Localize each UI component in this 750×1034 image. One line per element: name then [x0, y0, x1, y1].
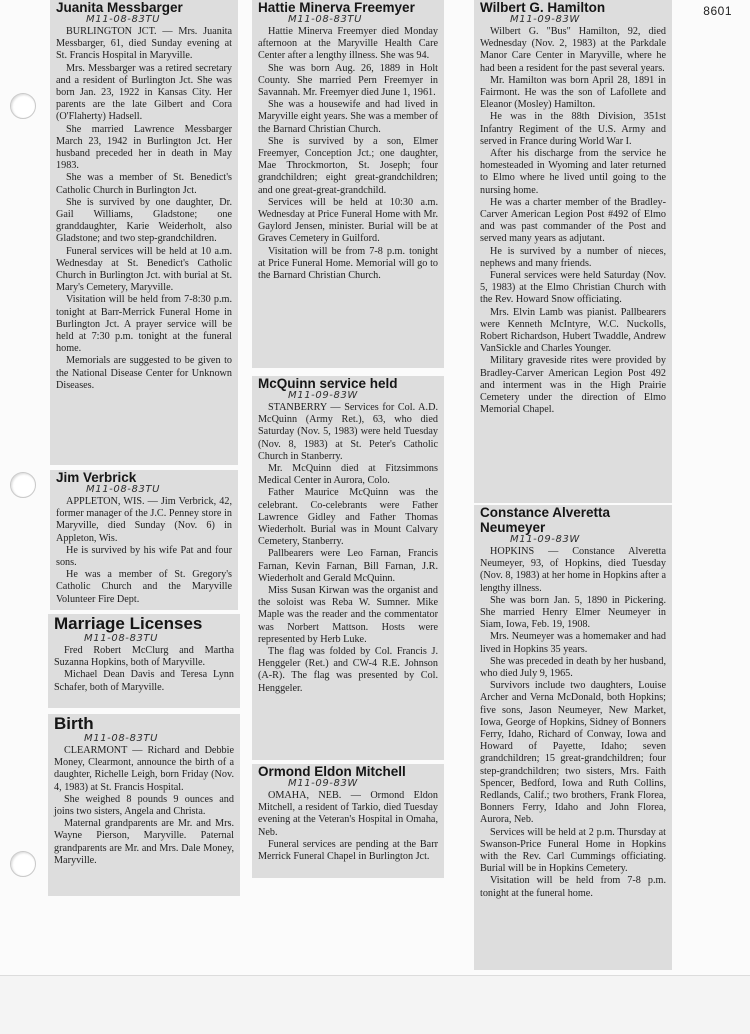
clip-paragraph: She is survived by a son, Elmer Freemyer, Conception Jct.; one daughter, Mae Throckmorton, St. Joseph; four grandchildren; eight great-grandchildren; and one great-great-grandchild. — [258, 135, 438, 196]
clip-headline: Ormond Eldon Mitchell — [258, 764, 406, 779]
clip-paragraph: Miss Susan Kirwan was the organist and the soloist was Reba W. Sumner. Mike Maple was the reader and the commentator was Norbert Mattson. Hosts were represented by Herb Luke. — [258, 585, 438, 645]
clip-paragraph: Pallbearers were Leo Farnan, Francis Farnan, Kevin Farnan, Bill Farnan, J.R. Wiederholt and Gerald McQuinn. — [258, 548, 438, 584]
clip-paragraph: BURLINGTON JCT. — Mrs. Juanita Messbarger, 61, died Sunday evening at St. Francis Hospital in Maryville. — [56, 26, 232, 62]
handwritten-date-note: M11-08-83TU — [84, 733, 159, 744]
clip-paragraph: Services will be held at 10:30 a.m. Wednesday at Price Funeral Home with Mr. Gaylord Jensen, minister. Burial will be at Graves Cemetery in Guilford. — [258, 196, 438, 245]
handwritten-date-note: M11-09-83W — [510, 14, 580, 25]
clip-paragraph: She married Lawrence Messbarger March 23, 1942 in Burlington Jct. Her husband preceded her in death in May 1983. — [56, 123, 232, 172]
clip-headline: Wilbert G. Hamilton — [480, 0, 606, 15]
clip-paragraph: He is survived by a number of nieces, nephews and many friends. — [480, 245, 666, 269]
clip-paragraph: HOPKINS — Constance Alveretta Neumeyer, 93, of Hopkins, died Tuesday (Nov. 8, 1983) at her home in Hopkins after a lengthy illness. — [480, 546, 666, 594]
obituary-clip-neumeyer — [474, 505, 672, 970]
clip-paragraph: He was a charter member of the Bradley-Carver American Legion Post #492 of Elmo and was past commander of the Post and served many years as adjutant. — [480, 196, 666, 245]
handwritten-date-note: M11-08-83TU — [86, 484, 161, 495]
clip-paragraph: Memorials are suggested to be given to the National Disease Center for Unknown Diseases. — [56, 355, 232, 391]
binder-hole-top — [10, 93, 36, 119]
clip-paragraph: STANBERRY — Services for Col. A.D. McQuinn (Army Ret.), 63, who died Saturday (Nov. 5, 1983) were held Tuesday (Nov. 8, 1983) at St. Peter's Catholic Church in Stanberry. — [258, 402, 438, 462]
binder-hole-middle — [10, 472, 36, 498]
clip-headline: Constance Alveretta Neumeyer — [480, 505, 611, 535]
clip-paragraph: Mrs. Neumeyer was a homemaker and had lived in Hopkins 35 years. — [480, 631, 666, 655]
clip-paragraph: CLEARMONT — Richard and Debbie Money, Clearmont, announce the birth of a daughter, Richelle Leigh, born Friday (Nov. 4, 1983) at St. Francis Hospital. — [54, 745, 234, 793]
obituary-clip-hamilton — [474, 0, 672, 503]
clip-paragraph: Father Maurice McQuinn was the celebrant. Co-celebrants were Father Lawrence Gidley and Father Thomas Wiederholt. Burial was in Mount Calvary Cemetery, Stanberry. — [258, 487, 438, 548]
handwritten-date-note: M11-09-83W — [288, 390, 358, 401]
clip-headline: Hattie Minerva Freemyer — [258, 0, 415, 15]
handwritten-date-note: M11-08-83TU — [86, 14, 161, 25]
clip-paragraph: Wilbert G. "Bus" Hamilton, 92, died Wednesday (Nov. 2, 1983) at the Parkdale Manor Care Center in Maryville, where he had been a resident for the past several years. — [480, 26, 666, 74]
clip-paragraph: She weighed 8 pounds 9 ounces and joins two sisters, Angela and Christa. — [54, 793, 234, 818]
clip-paragraph: She was born Jan. 5, 1890 in Pickering. She married Henry Elmer Neumeyer in Siam, Iowa, Feb. 19, 1908. — [480, 594, 666, 631]
clip-paragraph: He was in the 88th Division, 351st Infantry Regiment of the U.S. Army and served in France during World War I. — [480, 111, 666, 147]
clip-paragraph: He is survived by his wife Pat and four sons. — [56, 544, 232, 569]
clip-paragraph: Mrs. Elvin Lamb was pianist. Pallbearers were Kenneth McIntyre, W.C. Nuckolls, Robert Richardson, Hubert Twaddle, Andrew VanSickle and Charles Younger. — [480, 306, 666, 355]
clip-paragraph: Mr. McQuinn died at Fitzsimmons Medical Center in Aurora, Colo. — [258, 463, 438, 487]
clip-paragraph: Funeral services will be held at 10 a.m. Wednesday at St. Benedict's Catholic Church in Burlington Jct. with burial at St. Mary's Cemetery, Maryville. — [56, 245, 232, 294]
clip-paragraph: Hattie Minerva Freemyer died Monday afternoon at the Maryville Health Care Center after a lengthy illness. She was 94. — [258, 26, 438, 62]
obituary-clip-mcquinn — [252, 376, 444, 760]
clip-paragraph: OMAHA, NEB. — Ormond Eldon Mitchell, a resident of Tarkio, died Tuesday evening at the Veteran's Hospital in Omaha, Neb. — [258, 790, 438, 838]
clip-paragraph: Michael Dean Davis and Teresa Lynn Schafer, both of Maryville. — [54, 669, 234, 693]
clip-paragraph: Survivors include two daughters, Louise Archer and Verna McDonald, both Hopkins; five sons, Jason Neumeyer, New Market, Iowa, George of Hopkins, Sidney of Bonners Ferry, Idaho, Richard of Conway, Iowa and Howard of Payette, Idaho; seven grandchildren; 15 great-grandchildren; four step-grandchildren; two sisters, Mrs. Faith Spencer, Bedford, Iowa and Ruth Collins, Redlands, Calif.; two brothers, Frank Florea, Bonners Ferry, Idaho and John Florea, Aurora, Neb. — [480, 680, 666, 826]
obituary-clip-mitchell — [252, 764, 444, 878]
clip-paragraph: Visitation will be held from 7-8 p.m. tonight at the funeral home. — [480, 875, 666, 899]
clip-headline: McQuinn service held — [258, 376, 398, 391]
clip-paragraph: She was a housewife and had lived in Maryville eight years. She was a member of the Barnard Christian Church. — [258, 99, 438, 135]
clip-headline: Birth — [54, 714, 94, 733]
binder-hole-bottom — [10, 851, 36, 877]
clip-paragraph: APPLETON, WIS. — Jim Verbrick, 42, former manager of the J.C. Penney store in Maryville, died Sunday (Nov. 6) in Appleton, Wis. — [56, 496, 232, 544]
clip-headline: Jim Verbrick — [56, 470, 137, 485]
clip-headline: Marriage Licenses — [54, 614, 203, 633]
page-bottom-margin — [0, 975, 750, 1034]
clip-paragraph: Funeral services were held Saturday (Nov. 5, 1983) at the Elmo Christian Church with the Rev. Howard Snow officiating. — [480, 270, 666, 306]
handwritten-date-note: M11-09-83W — [288, 778, 358, 789]
clip-paragraph: Maternal grandparents are Mr. and Mrs. Wayne Pierson, Maryville. Paternal grandparents are Mr. and Mrs. Dale Money, Maryville. — [54, 818, 234, 866]
handwritten-date-note: M11-08-83TU — [84, 633, 159, 644]
clip-headline: Juanita Messbarger — [56, 0, 183, 15]
obituary-clip-freemyer — [252, 0, 444, 368]
birth-announcement-clip — [48, 714, 240, 896]
clip-paragraph: She was a member of St. Benedict's Catholic Church in Burlington Jct. — [56, 172, 232, 196]
clip-paragraph: Visitation will be from 7-8 p.m. tonight at Price Funeral Home. Memorial will go to the Barnard Christian Church. — [258, 245, 438, 282]
clip-paragraph: Mr. Hamilton was born April 28, 1891 in Fairmont. He was the son of Lafollete and Eleanor (Mosley) Hamilton. — [480, 74, 666, 111]
clip-paragraph: Fred Robert McClurg and Martha Suzanna Hopkins, both of Maryville. — [54, 645, 234, 669]
obituary-clip-messbarger — [50, 0, 238, 465]
marriage-licenses-clip — [48, 614, 240, 708]
page-number: 8601 — [703, 4, 732, 18]
clip-paragraph: After his discharge from the service he homesteaded in Wyoming and later returned to Elmo where he lived until going to the nursing home. — [480, 148, 666, 196]
clip-paragraph: He was a member of St. Gregory's Catholic Church and the Maryville Volunteer Fire Dept. — [56, 569, 232, 605]
clip-paragraph: Mrs. Messbarger was a retired secretary and a resident of Burlington Jct. She was born Jan. 23, 1922 in Kansas City. Her parents are the late Gilbert and Cora (O'Flaherty) Hadsell. — [56, 62, 232, 123]
clip-paragraph: Military graveside rites were provided by Bradley-Carver American Legion Post 492 and interment was in the High Prairie Cemetery under the direction of Elmo Memorial Chapel. — [480, 355, 666, 416]
clip-paragraph: The flag was folded by Col. Francis J. Henggeler (Ret.) and CW-4 R.E. Johnson (A-R). The flag was presented by Col. Henggeler. — [258, 646, 438, 694]
clip-paragraph: Visitation will be held from 7-8:30 p.m. tonight at Barr-Merrick Funeral Home in Burlington Jct. A prayer service will be held at 7:30 p.m. tonight at the funeral home. — [56, 294, 232, 355]
clip-paragraph: She was preceded in death by her husband, who died July 9, 1965. — [480, 655, 666, 680]
clip-paragraph: She is survived by one daughter, Dr. Gail Williams, Gladstone; one granddaughter, Karie Weiderholt, also Gladstone; and two step-grandchildren. — [56, 196, 232, 245]
clip-paragraph: She was born Aug. 26, 1889 in Holt County. She married Pern Freemyer in Savannah. Mr. Freemyer died June 1, 1961. — [258, 62, 438, 99]
handwritten-date-note: M11-09-83W — [510, 534, 580, 545]
clip-paragraph: Services will be held at 2 p.m. Thursday at Swanson-Price Funeral Home in Hopkins with the Rev. Carl Cummings officiating. Burial will be in Hopkins Cemetery. — [480, 826, 666, 875]
obituary-clip-verbrick — [50, 470, 238, 610]
handwritten-date-note: M11-08-83TU — [288, 14, 363, 25]
clip-paragraph: Funeral services are pending at the Barr Merrick Funeral Chapel in Burlington Jct. — [258, 838, 438, 863]
